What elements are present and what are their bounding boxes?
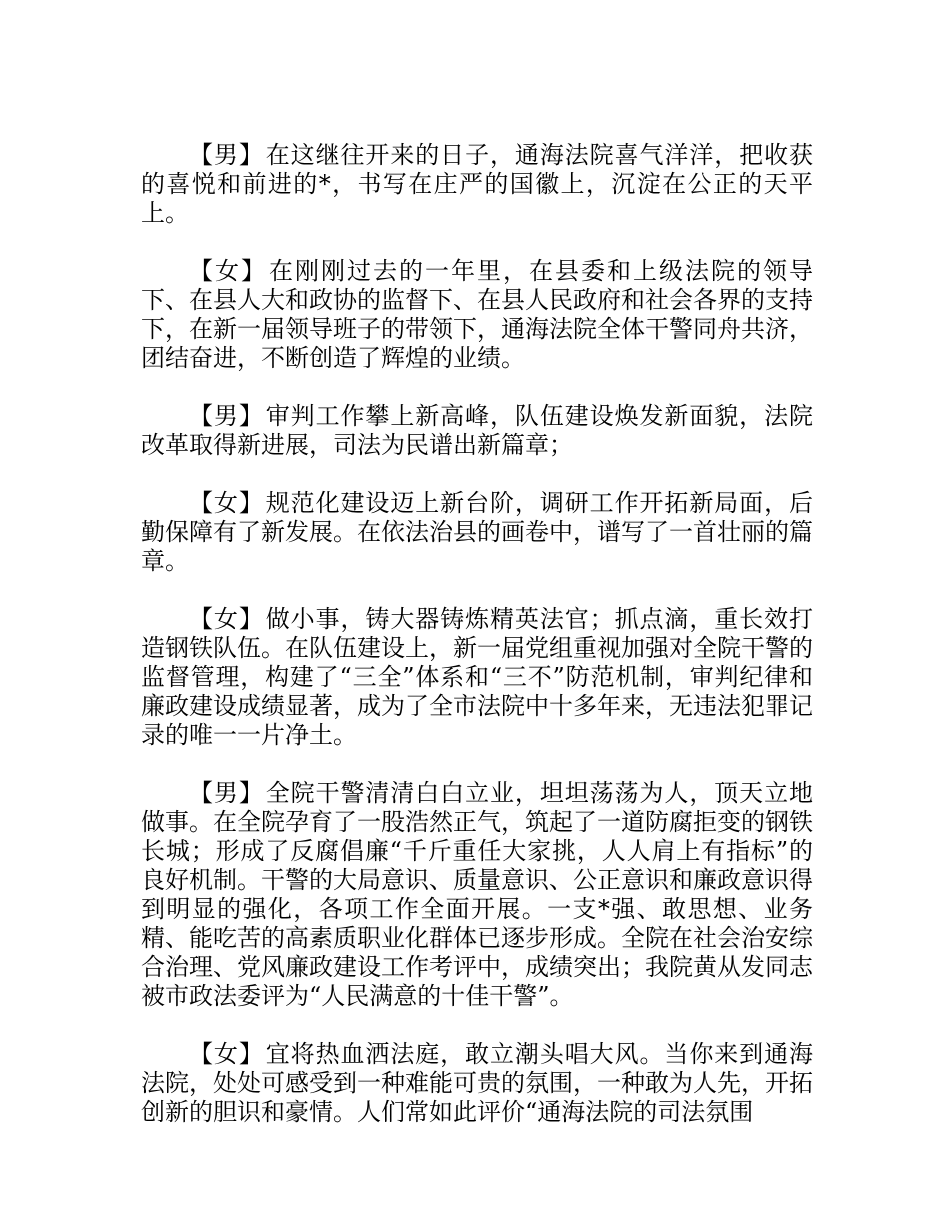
speaker-tag: 【女】: [189, 1040, 264, 1068]
paragraph-6: [141, 779, 813, 1011]
paragraph-3: [141, 402, 813, 460]
speaker-tag: 【女】: [189, 605, 264, 633]
paragraph-5: [141, 605, 813, 750]
speaker-tag: 【男】: [189, 141, 264, 169]
paragraph-text: 在刚刚过去的一年里，在县委和上级法院的领导下、在县人大和政协的监督下、在县人民政府和社会各界的支持下，在新一届领导班子的带领下，通海法院全体干警同舟共济，团结奋进，不断创造了辉煌的业绩。: [141, 257, 813, 372]
paragraph-text: 规范化建设迈上新台阶，调研工作开拓新局面，后勤保障有了新发展。在依法治县的画卷中，谱写了一首壮丽的篇章。: [141, 489, 813, 575]
paragraph-1: [141, 141, 813, 228]
paragraph-7: [141, 1040, 813, 1127]
speaker-tag: 【男】: [189, 779, 264, 807]
paragraph-text: 全院干警清清白白立业，坦坦荡荡为人，顶天立地做事。在全院孕育了一股浩然正气，筑起了一道防腐拒变的钢铁长城；形成了反腐倡廉“千斤重任大家挑，人人肩上有指标”的良好机制。干警的大局意识、质量意识、公正意识和廉政意识得到明显的强化，各项工作全面开展。一支*强、敢思想、业务精、能吃苦的高素质职业化群体已逐步形成。全院在社会治安综合治理、党风廉政建设工作考评中，成绩突出；我院黄从发同志被市政法委评为“人民满意的十佳干警”。: [141, 779, 813, 1010]
speaker-tag: 【女】: [189, 489, 264, 517]
document-page: [141, 141, 813, 1127]
paragraph-2: [141, 257, 813, 373]
speaker-tag: 【女】: [189, 257, 267, 285]
speaker-tag: 【男】: [189, 402, 264, 430]
paragraph-text: 宜将热血洒法庭，敢立潮头唱大风。当你来到通海法院，处处可感受到一种难能可贵的氛围，一种敢为人先，开拓创新的胆识和豪情。人们常如此评价“通海法院的司法氛围: [141, 1040, 813, 1126]
paragraph-text: 审判工作攀上新高峰，队伍建设焕发新面貌，法院改革取得新进展，司法为民谱出新篇章；: [141, 402, 813, 459]
paragraph-text: 做小事，铸大器铸炼精英法官；抓点滴，重长效打造钢铁队伍。在队伍建设上，新一届党组重视加强对全院干警的监督管理，构建了“三全”体系和“三不”防范机制，审判纪律和廉政建设成绩显著，成为了全市法院中十多年来，无违法犯罪记录的唯一一片净土。: [141, 605, 813, 749]
paragraph-4: [141, 489, 813, 576]
paragraph-text: 在这继往开来的日子，通海法院喜气洋洋，把收获的喜悦和前进的*，书写在庄严的国徽上，沉淀在公正的天平上。: [141, 141, 813, 227]
